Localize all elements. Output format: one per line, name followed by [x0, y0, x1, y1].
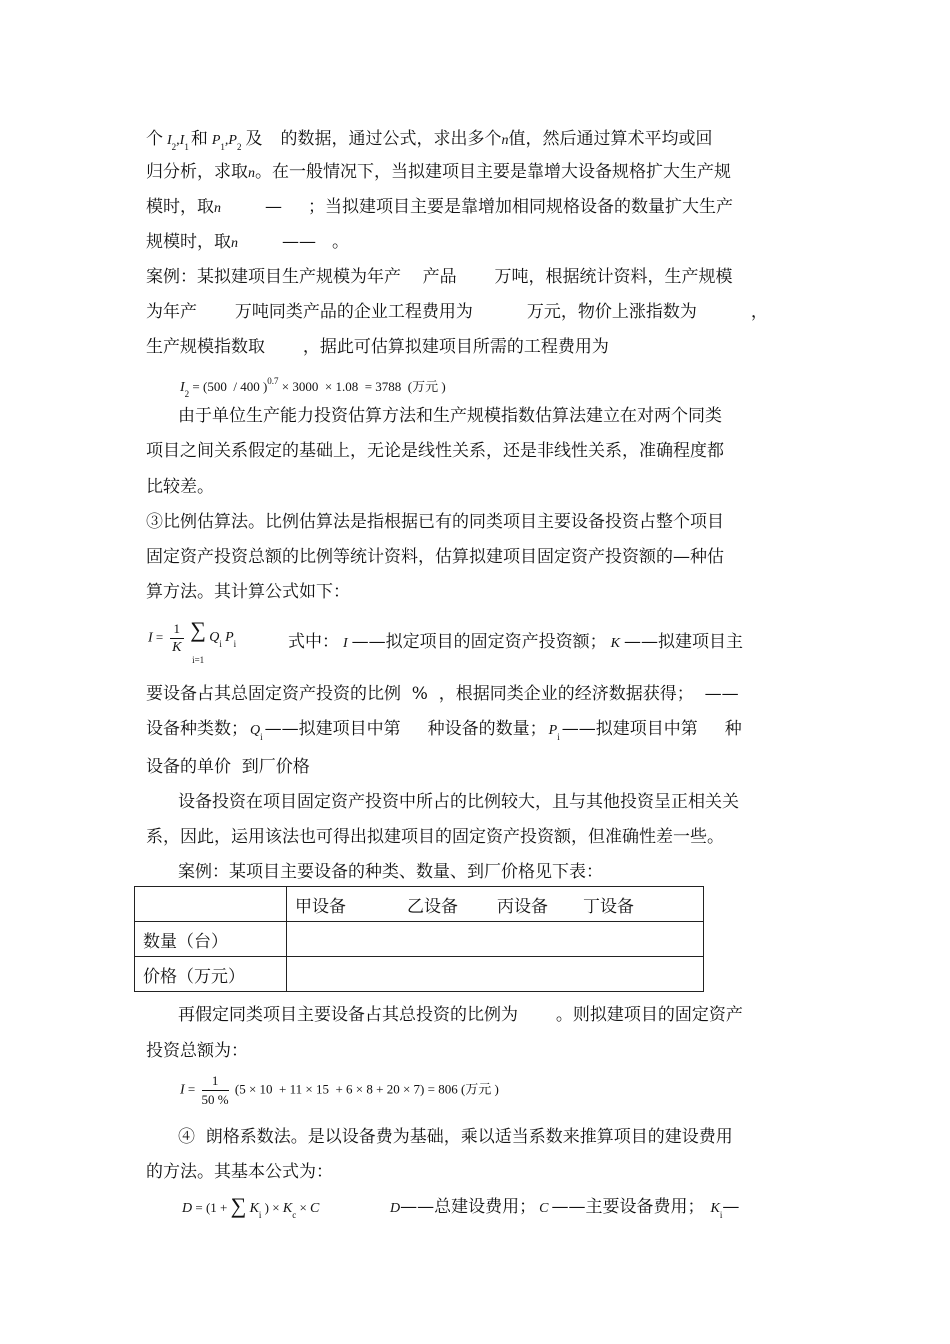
- var-p1: $P_1$: [211, 133, 225, 152]
- table-header-cell: [287, 887, 704, 922]
- sum-symbol: ∑: [230, 1193, 247, 1218]
- var-d: D: [182, 1200, 193, 1216]
- var-p: $P_i$: [548, 723, 560, 742]
- table-header-row: [135, 887, 704, 922]
- var-q: $Q_i$: [209, 630, 222, 650]
- var-d: D: [390, 1201, 401, 1216]
- case2-intro: 案例：某项目主要设备的种类、数量、到厂价格见下表：: [178, 862, 603, 882]
- numerator: 1: [170, 620, 185, 639]
- denominator: 50 %: [201, 1092, 229, 1107]
- text: ——拟建项目中第 种: [561, 719, 742, 739]
- para3-line1: 设备投资在项目固定资产投资中所占的比例较大，且与其他投资呈正相关关: [178, 792, 739, 812]
- fraction: [170, 620, 185, 657]
- var-i: I: [148, 630, 153, 646]
- exponent: 0.7: [267, 376, 279, 386]
- var-k: K: [610, 636, 621, 651]
- table-row: [135, 922, 704, 957]
- text: 式中：: [288, 632, 339, 652]
- var-n: n: [501, 133, 509, 148]
- case1-line2: 为年产 万吨同类产品的企业工程费用为 万元，物价上涨指数为 ，: [146, 302, 768, 322]
- para1-line1: [146, 128, 808, 152]
- text: ——拟建项目中第 种设备的数量；: [264, 719, 547, 739]
- header-ding: 丁设备: [583, 896, 634, 917]
- formula-text: (5 × 10 + 11 × 15 + 6 × 8 + 20 × 7) = 806 (万元 ): [234, 1081, 499, 1097]
- case1-line3: 生产规模指数取 ，据此可估算拟建项目所需的工程费用为: [146, 337, 609, 357]
- equals: =: [187, 1081, 196, 1097]
- text: 。在一般情况下，当拟建项目主要是靠增大设备规格扩大生产规: [255, 162, 731, 182]
- para1-line2: [146, 161, 808, 185]
- var-c: C: [539, 1201, 549, 1216]
- section3-line3: 算方法。其计算公式如下：: [146, 582, 350, 602]
- var-i: $I_2$: [180, 380, 190, 399]
- formula-1: [180, 376, 446, 399]
- text: ；当拟建项目主要是靠增加相同规格设备的数量扩大生产: [308, 197, 733, 217]
- header-yi: 乙设备: [407, 896, 458, 917]
- formula-text: = (1 +: [195, 1199, 228, 1215]
- para2-line2: 项目之间关系假定的基础上，无论是线性关系，还是非线性关系，准确程度都: [146, 441, 724, 461]
- var-q: $Q_i$: [250, 723, 263, 742]
- section3-line1: ③比例估算法。比例估算法是指根据已有的同类项目主要设备投资占整个项目: [146, 512, 724, 532]
- case1-line1: 案例：某拟建项目生产规模为年产 产品 万吨，根据统计资料，生产规模: [146, 267, 733, 287]
- text: —: [265, 197, 282, 217]
- var-i: I: [180, 1082, 185, 1098]
- text: 设备种类数；: [146, 719, 248, 739]
- text: 个: [146, 129, 163, 149]
- para2-line3: 比较差。: [146, 477, 214, 497]
- var-i1: $I_1$: [179, 133, 189, 152]
- denominator: K: [172, 640, 182, 655]
- formula-4: [182, 1193, 320, 1222]
- formula2-desc: [288, 631, 808, 655]
- var-p: $P_i$: [225, 630, 237, 650]
- var-n: n: [248, 166, 255, 181]
- var-n: n: [231, 236, 238, 251]
- desc-line3: [146, 718, 808, 742]
- para4-line1: 再假定同类项目主要设备占其总投资的比例为 。则拟建项目的固定资产: [178, 1005, 743, 1025]
- formula-text: = (500 / 400 ): [192, 379, 268, 394]
- table-row: [135, 957, 704, 992]
- formula-text: ) ×: [264, 1199, 280, 1215]
- formula-text: × 3000 × 1.08 = 3788 (万元 ): [281, 379, 446, 394]
- equipment-table: [134, 886, 704, 992]
- text: 规模时，取: [146, 232, 231, 252]
- comma: ,: [176, 133, 180, 148]
- desc-line2: 要设备占其总固定资产投资的比例 % ，根据同类企业的经济数据获得； ——: [146, 684, 739, 704]
- formula4-desc: [390, 1196, 810, 1220]
- row-label-quantity: 数量（台）: [135, 922, 287, 957]
- section4-line1: ④ 朗格系数法。是以设备费为基础，乘以适当系数来推算项目的建设费用: [178, 1127, 733, 1147]
- var-kc: $K_c$: [282, 1200, 297, 1220]
- var-i: I: [343, 636, 348, 651]
- text: ——拟建项目主: [624, 632, 744, 652]
- var-p2: $P_2$: [228, 133, 242, 152]
- equals: =: [155, 629, 164, 645]
- formula-3: [180, 1072, 499, 1109]
- text: 模时，取: [146, 197, 214, 217]
- para2-line1: 由于单位生产能力投资估算方法和生产规模指数估算法建立在对两个同类: [178, 406, 722, 426]
- var-ki: $K_i$: [710, 1201, 723, 1220]
- para3-line2: 系，因此，运用该法也可得出拟建项目的固定资产投资额，但准确性差一些。: [146, 827, 724, 847]
- text: ——: [282, 232, 316, 252]
- para1-line3: [146, 196, 808, 220]
- var-c: C: [310, 1200, 320, 1216]
- text: ——拟定项目的固定资产投资额；: [351, 632, 607, 652]
- header-jia: 甲设备: [295, 896, 346, 917]
- fraction: [202, 1072, 229, 1109]
- numerator: 1: [202, 1072, 229, 1091]
- header-bing: 丙设备: [497, 896, 548, 917]
- para4-line2: 投资总额为：: [146, 1041, 248, 1061]
- formula-2: [148, 616, 237, 665]
- text: ——总建设费用；: [400, 1197, 537, 1217]
- text: 和: [190, 129, 208, 149]
- table-cell: [287, 922, 704, 957]
- var-n: n: [214, 201, 221, 216]
- formula-text: ×: [299, 1199, 307, 1215]
- text: 归分析，求取: [146, 162, 248, 182]
- sum-symbol: ∑ i=1: [190, 616, 206, 665]
- table-corner-cell: [135, 887, 287, 922]
- section4-line2: 的方法。其基本公式为：: [146, 1162, 333, 1182]
- para1-line4: [146, 231, 808, 255]
- text: 及: [245, 129, 263, 149]
- section3-line2: 固定资产投资总额的比例等统计资料，估算拟建项目固定资产投资额的—种估: [146, 547, 724, 567]
- text: —: [722, 1197, 740, 1217]
- row-label-price: 价格（万元）: [135, 957, 287, 992]
- desc-line4: 设备的单价 到厂价格: [146, 757, 310, 777]
- text: ——主要设备费用；: [551, 1197, 705, 1217]
- var-i2: $I_2$: [167, 133, 177, 152]
- text: 。: [332, 232, 349, 252]
- table-cell: [287, 957, 704, 992]
- text: 的数据，通过公式，求出多个: [280, 129, 502, 149]
- var-ki: $K_i$: [249, 1200, 262, 1220]
- text: 值，然后通过算术平均或回: [508, 129, 713, 149]
- comma: ,: [224, 133, 229, 148]
